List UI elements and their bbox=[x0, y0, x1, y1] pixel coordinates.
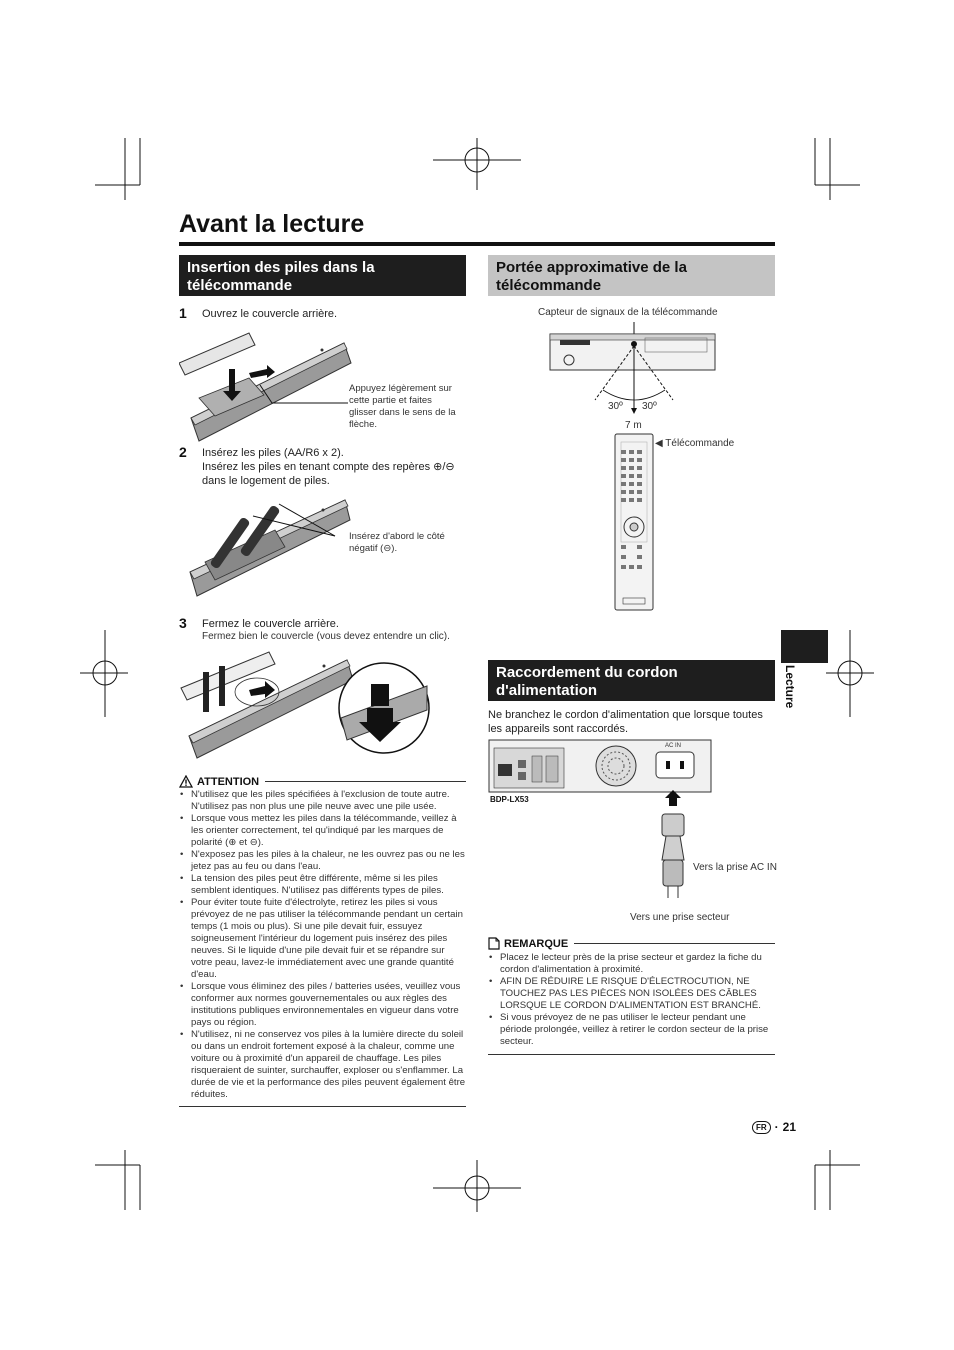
warning-icon bbox=[179, 775, 193, 788]
note-icon bbox=[488, 937, 500, 950]
language-badge: FR bbox=[752, 1121, 771, 1134]
step-2-number: 2 bbox=[179, 444, 187, 460]
attention-list bbox=[179, 789, 466, 1101]
remarque-heading bbox=[488, 937, 568, 950]
attention-rule bbox=[265, 781, 466, 782]
section-header-power: Raccordement du cordon d'alimentation bbox=[488, 660, 775, 701]
step-3-text bbox=[202, 617, 467, 643]
step-3-number: 3 bbox=[179, 615, 187, 631]
step-2-callout: Insérez d'abord le côté négatif (⊖). bbox=[349, 531, 445, 554]
page-number bbox=[752, 1120, 796, 1134]
range-diagram bbox=[545, 320, 750, 615]
remarque-bottom-rule bbox=[488, 1054, 775, 1055]
remarque-list bbox=[488, 952, 775, 1048]
step-1-callout: Appuyez légèrement sur cette partie et faites glisser dans le sens de la flèche. bbox=[349, 383, 456, 430]
sensor-label: Capteur de signaux de la télécommande bbox=[538, 307, 718, 318]
step-2-line-1: Insérez les piles (AA/R6 x 2). bbox=[202, 447, 344, 459]
step-3-line-1: Fermez le couvercle arrière. bbox=[202, 618, 339, 630]
remarque-item: • Placez le lecteur près de la prise secteur et gardez la fiche du cordon d'alimentation à proximité. bbox=[500, 952, 775, 976]
to-outlet-label: Vers une prise secteur bbox=[630, 912, 730, 923]
attention-bottom-rule bbox=[179, 1106, 466, 1107]
model-label: BDP-LX53 bbox=[490, 795, 529, 804]
attention-item: • N'utilisez que les piles spécifiées à l'exclusion de toute autre. N'utilisez pas non plus une pile neuve avec une pile usée. bbox=[191, 789, 466, 813]
step-1-number: 1 bbox=[179, 305, 187, 321]
step-2-line-2: Insérez les piles en tenant compte des repères ⊕/⊖ dans le logement de piles. bbox=[202, 461, 455, 487]
section-header-batteries: Insertion des piles dans la télécommande bbox=[179, 255, 466, 296]
remarque-item: • Si vous prévoyez de ne pas utiliser le lecteur pendant une période prolongée, veillez à retirer le cordon secteur de la prise secteur. bbox=[500, 1012, 775, 1048]
step-1-text: Ouvrez le couvercle arrière. bbox=[202, 308, 338, 320]
step-2-text bbox=[202, 446, 464, 488]
illustration-close-cover bbox=[179, 648, 469, 763]
attention-heading bbox=[179, 775, 259, 788]
title-rule bbox=[179, 242, 775, 246]
remarque-item: • AFIN DE RÉDUIRE LE RISQUE D'ÉLECTROCUTION, NE TOUCHEZ PAS LES PIÈCES NON ISOLÉES DES CÂBLES LORSQUE LE CORDON D'ALIMENTATION EST BRANCHÉ. bbox=[500, 976, 775, 1012]
illustration-insert-batteries bbox=[185, 492, 355, 604]
attention-block bbox=[179, 775, 466, 1107]
angle-right: 30º bbox=[642, 401, 657, 412]
attention-item: • N'utilisez, ni ne conservez vos piles à la lumière directe du soleil ou dans un endroit fortement exposé à la chaleur, comme une voiture ou à proximité d'un appareil de chauffage. Les piles risqueraient de suinter, surchauffer, exploser ou s'enflammer. La durée de vie et la performance des piles peuvent également être réduites. bbox=[191, 1029, 466, 1101]
page-number-separator: · bbox=[774, 1120, 779, 1134]
attention-label: ATTENTION bbox=[197, 775, 260, 788]
power-intro: Ne branchez le cordon d'alimentation que lorsque toutes les appareils sont raccordés. bbox=[488, 709, 763, 735]
step-3-line-2: Fermez bien le couvercle (vous devez entendre un clic). bbox=[202, 631, 450, 642]
remote-label: ◀ Télécommande bbox=[655, 438, 735, 449]
page-title: Avant la lecture bbox=[179, 210, 365, 238]
chapter-label: Lecture bbox=[783, 665, 797, 709]
remarque-rule bbox=[574, 943, 775, 944]
attention-item: • Pour éviter toute fuite d'électrolyte, retirez les piles si vous prévoyez de ne pas utiliser la télécommande pendant un certain temps (1 mois ou plus). Si une pile devait fuir, essuyez soigneusement l'intérieur du logement puis insérez des piles neuves. Si le liquide d'une pile devait fuir et se répandre sur votre peau, lavez-le immédiatement avec une grande quantité d'eau. bbox=[191, 897, 466, 981]
attention-item: • N'exposez pas les piles à la chaleur, ne les ouvrez pas ou ne les jetez pas au feu ou dans l'eau. bbox=[191, 849, 466, 873]
attention-item: • La tension des piles peut être différente, même si les piles semblent identiques. N'utilisez pas différents types de piles. bbox=[191, 873, 466, 897]
callout-line-1 bbox=[258, 383, 350, 405]
chapter-tab bbox=[781, 630, 828, 663]
section-header-range: Portée approximative de la télécommande bbox=[488, 255, 775, 296]
angle-left: 30º bbox=[608, 401, 623, 412]
power-cord-illustration bbox=[648, 790, 698, 910]
to-ac-in-label: Vers la prise AC IN bbox=[693, 862, 777, 873]
ac-in-small-label: AC IN bbox=[665, 743, 682, 749]
page-number-value: 21 bbox=[782, 1120, 797, 1134]
remarque-block bbox=[488, 937, 775, 1055]
remarque-label: REMARQUE bbox=[504, 937, 569, 950]
attention-item: • Lorsque vous éliminez des piles / batteries usées, veuillez vous conformer aux normes gouvernementales ou aux règles des institutions publiques environnementales en vigueur dans votre pays ou région. bbox=[191, 981, 466, 1029]
range-distance: 7 m bbox=[625, 420, 642, 431]
attention-item: • Lorsque vous mettez les piles dans la télécommande, veillez à les orienter correctement, tel qu'indiqué par les marques de polarité (⊕ et ⊖). bbox=[191, 813, 466, 849]
